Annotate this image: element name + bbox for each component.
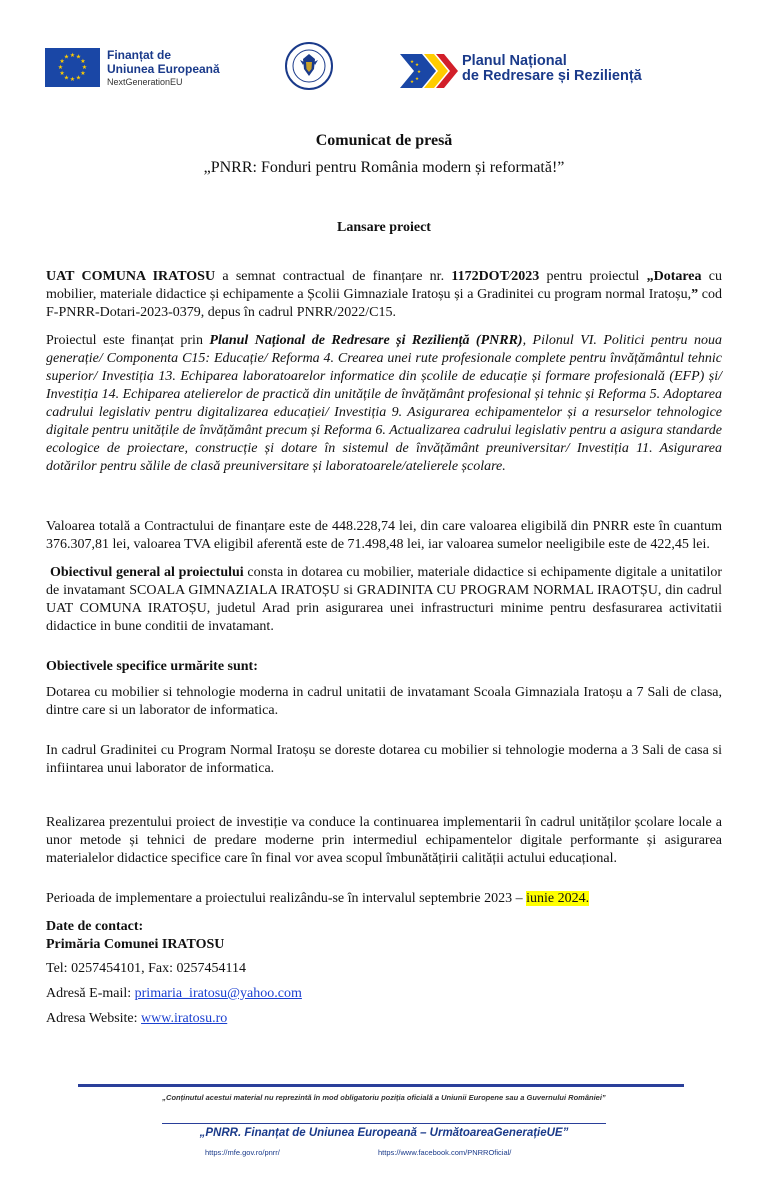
logo-header <box>0 42 768 102</box>
section-heading-launch: Lansare proiect <box>337 220 431 235</box>
paragraph-kindergarten-objective: In cadrul Gradinitei cu Program Normal Iratoșu se doreste dotarea cu mobilier si tehnologie moderna a 3 Sali de casa si infiintarea unui laborator de informatica. <box>46 743 722 776</box>
website-label: Adresa Website: <box>46 1011 142 1026</box>
contact-email-line <box>46 985 722 1003</box>
svg-text:★: ★ <box>63 53 70 61</box>
svg-text:★: ★ <box>59 58 65 65</box>
paragraph-general-objective <box>46 564 722 636</box>
paragraph-contract-value: Valoarea totală a Contractului de finanțare este de 448.228,74 lei, din care valoarea eligibilă din PNRR este în cuantum 376.307,81 lei, valoarea TVA eligibil aferentă este de 71.498,48 lei, iar valoarea sumelor neeligibile este de 422,45 lei. <box>46 519 722 552</box>
email-label: Adresă E-mail: <box>46 986 135 1001</box>
svg-text:★: ★ <box>416 70 422 75</box>
contract-text: a semnat contractual de finanțare nr. <box>215 269 452 284</box>
organization-name: UAT COMUNA IRATOSU <box>46 269 216 284</box>
footer-tagline: „PNRR. Finanțat de Uniunea Europeană – UrmătoareaGenerațieUE” <box>199 1127 569 1139</box>
svg-text:★: ★ <box>75 53 82 61</box>
pnrr-logo-line2: de Redresare și Reziliență <box>462 68 642 84</box>
funding-lead: Proiectul este finanțat prin <box>46 333 210 348</box>
press-release-body <box>46 268 722 1035</box>
contact-organization: Primăria Comunei IRATOSU <box>46 937 225 952</box>
highlighted-end-date: iunie 2024. <box>526 891 590 906</box>
eu-flag-icon <box>45 48 100 87</box>
footer-disclaimer: „Conținutul acestui material nu reprezintă în mod obligatoriu poziția oficială a Uniunii Europene sau a Guvernului României” <box>162 1093 606 1102</box>
funding-components: , Pilonul VI. Politici pentru noua generație/ Componenta C15: Educație/ Reforma 4. Crearea unei rute profesionale complete pentru învățământul tehnic superior/ Investiția 13. Echiparea laboratoarelor informatice din școlile de educație și formare profesională (EFP) și/ Investiția 14. Echiparea atelierelor de practică din unitățile de învățământ profesional și tehnic și Reforma 5. Adoptarea cadrului legislativ pentru digitalizarea educației/ Investiția 9. Asigurarea echipamentelor și a resurselor tehnologice digitale pentru unitățile de învățământ precum și Reforma 6. Actualizarea cadrului legislativ pentru a asigura standarde ecologice de proiectare, construcție și dotare în sistemul de învățământ preuniversitar/ Investiția 11. Asigurarea dotărilor pentru sălile de clasă preuniversitare și laboratoarele/atelierele școlare. <box>46 333 722 474</box>
paragraph-school-objective: Dotarea cu mobilier si tehnologie moderna in cadrul unitatii de invatamant Scoala Gimnaziala Iratoșu a 7 Sali de clasa, dintre care si un laborator de informatica. <box>46 685 722 718</box>
svg-text:★: ★ <box>414 77 420 82</box>
contact-phone: Tel: 0257454101, Fax: 0257454114 <box>46 961 246 976</box>
pnrr-flag-icon <box>400 54 458 88</box>
footer-link-mfe[interactable]: https://mfe.gov.ro/pnrr/ <box>205 1148 280 1157</box>
project-quote-open: „Dotarea <box>646 269 702 284</box>
svg-text:★: ★ <box>69 52 76 59</box>
document-subtitle: „PNRR: Fonduri pentru România modern și reformată!” <box>203 159 565 176</box>
svg-text:★: ★ <box>63 74 70 82</box>
website-link[interactable]: www.iratosu.ro <box>141 1011 228 1026</box>
svg-text:★: ★ <box>69 76 76 83</box>
footer-link-facebook[interactable]: https://www.facebook.com/PNRROficial/ <box>378 1148 512 1157</box>
footer-divider <box>78 1084 684 1087</box>
document-title: Comunicat de presă <box>315 132 453 149</box>
svg-text:★: ★ <box>80 58 86 65</box>
contact-website-line <box>46 1010 722 1028</box>
eu-logo-line1: Finanțat de <box>107 48 172 62</box>
paragraph-funding-program <box>46 332 722 476</box>
paragraph-contract <box>46 268 722 322</box>
general-objective-text: consta in dotarea cu mobilier, materiale didactice si echipamente digitale a unitatilor de invatamant SCOALA GIMNAZIALA IRATOȘU si GRADINITA CU PROGRAM NORMAL IRAOTȘU, din cadrul UAT COMUNA IRATOȘU, judetul Arad prin asigurarea unei infrastructuri minime pentru desfasurarea activitatii didactice in bune conditii de invatamant. <box>46 565 723 634</box>
pnrr-plan-name: Planul Național de Redresare și Reziliență (PNRR) <box>209 333 523 348</box>
svg-text:★: ★ <box>409 80 415 85</box>
svg-text:★: ★ <box>59 70 65 77</box>
svg-text:★: ★ <box>57 64 64 71</box>
paragraph-project-impact: Realizarea prezentului proiect de investiție va conduce la continuarea implementarii în cadrul unităților școlare locale a unor metode și tehnici de predare moderne prin intermediul echipamentelor digitale performante și asigurarea materialelor didactice specifice care în final vor avea scopul îmbunătățirii calității actului educațional. <box>46 815 722 866</box>
svg-text:★: ★ <box>409 60 415 65</box>
specific-objectives-heading: Obiectivele specifice urmărite sunt: <box>46 659 258 674</box>
paragraph-implementation-period <box>46 890 722 908</box>
svg-text:★: ★ <box>81 64 88 71</box>
contract-text-2: pentru proiectul <box>539 269 647 284</box>
project-quote-close: ” <box>691 287 699 302</box>
svg-text:★: ★ <box>414 63 420 68</box>
svg-text:★: ★ <box>75 74 82 82</box>
eu-logo-line2: Uniunea Europeană <box>107 62 220 76</box>
implementation-text: Perioada de implementare a proiectului realizându-se în intervalul septembrie 2023 – <box>46 891 527 906</box>
contact-heading: Date de contact: <box>46 919 144 934</box>
contract-number: 1172DOT∕2023 <box>451 269 540 284</box>
footer-divider-thin <box>162 1123 606 1124</box>
eu-logo-line3: NextGenerationEU <box>107 77 183 87</box>
svg-text:★: ★ <box>80 70 86 77</box>
project-name: cu mobilier, materiale didactice și echipamente a Școlii Gimnaziale Iratoșu și a Gradinitei cu program normal Iratoșu, <box>46 269 723 302</box>
romanian-government-seal-icon <box>285 42 333 90</box>
pnrr-logo-line1: Planul Național <box>462 53 567 69</box>
email-link[interactable]: primaria_iratosu@yahoo.com <box>134 986 302 1001</box>
project-code: cod F-PNRR-Dotari-2023-0379, depus în cadrul PNRR/2022/C15. <box>46 287 722 320</box>
general-objective-label: Obiectivul general al proiectului <box>50 565 244 580</box>
